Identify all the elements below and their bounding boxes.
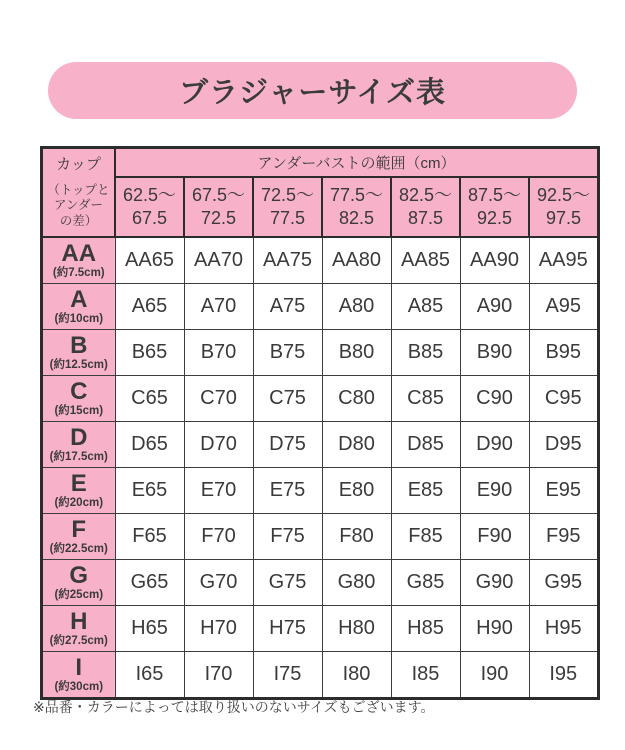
size-cell-D85: D85 [391, 422, 460, 468]
size-cell-H85: H85 [391, 606, 460, 652]
size-row-H [42, 606, 599, 652]
title-banner [48, 62, 577, 119]
size-cell-H95: H95 [529, 606, 599, 652]
size-cell-G75: G75 [253, 560, 322, 606]
availability-footnote: ※品番・カラーによっては取り扱いのないサイズもございます。 [33, 699, 435, 715]
size-cell-I90: I90 [460, 652, 529, 699]
size-cell-I95: I95 [529, 652, 599, 699]
size-cell-A95: A95 [529, 284, 599, 330]
underbust-range-col-4: 82.5～ 87.5 [391, 177, 460, 237]
size-cell-C95: C95 [529, 376, 599, 422]
size-cell-E95: E95 [529, 468, 599, 514]
size-cell-AA70: AA70 [184, 237, 253, 284]
size-table-head [42, 148, 599, 238]
size-cell-A90: A90 [460, 284, 529, 330]
size-cell-B75: B75 [253, 330, 322, 376]
underbust-range-header: アンダーバストの範囲（cm） [115, 148, 599, 178]
size-cell-G90: G90 [460, 560, 529, 606]
size-row-D [42, 422, 599, 468]
size-cell-H80: H80 [322, 606, 391, 652]
size-cell-I65: I65 [115, 652, 184, 699]
size-cell-AA80: AA80 [322, 237, 391, 284]
size-cell-C80: C80 [322, 376, 391, 422]
size-cell-AA90: AA90 [460, 237, 529, 284]
cup-column-header [42, 148, 116, 238]
size-row-AA [42, 237, 599, 284]
size-cell-A65: A65 [115, 284, 184, 330]
size-cell-B90: B90 [460, 330, 529, 376]
cup-header-I: I (約30cm) [42, 652, 116, 699]
size-cell-AA95: AA95 [529, 237, 599, 284]
size-cell-E65: E65 [115, 468, 184, 514]
size-cell-E80: E80 [322, 468, 391, 514]
size-cell-F80: F80 [322, 514, 391, 560]
size-cell-B70: B70 [184, 330, 253, 376]
size-cell-D65: D65 [115, 422, 184, 468]
size-row-G [42, 560, 599, 606]
size-cell-H65: H65 [115, 606, 184, 652]
size-cell-H75: H75 [253, 606, 322, 652]
size-cell-A70: A70 [184, 284, 253, 330]
size-cell-F95: F95 [529, 514, 599, 560]
cup-header-H: H (約27.5cm) [42, 606, 116, 652]
cup-header-AA: AA (約7.5cm) [42, 237, 116, 284]
size-cell-C75: C75 [253, 376, 322, 422]
size-cell-C90: C90 [460, 376, 529, 422]
size-row-F [42, 514, 599, 560]
size-cell-E70: E70 [184, 468, 253, 514]
size-cell-C85: C85 [391, 376, 460, 422]
cup-header-B: B (約12.5cm) [42, 330, 116, 376]
cup-header-G: G (約25cm) [42, 560, 116, 606]
size-cell-B95: B95 [529, 330, 599, 376]
underbust-header-row [42, 148, 599, 178]
size-cell-E75: E75 [253, 468, 322, 514]
underbust-range-col-2: 72.5～ 77.5 [253, 177, 322, 237]
underbust-range-col-6: 92.5～ 97.5 [529, 177, 599, 237]
size-row-E [42, 468, 599, 514]
size-cell-F85: F85 [391, 514, 460, 560]
size-cell-G95: G95 [529, 560, 599, 606]
underbust-range-col-5: 87.5～ 92.5 [460, 177, 529, 237]
size-cell-I80: I80 [322, 652, 391, 699]
cup-sublabel: （トップと アンダー の差） [47, 182, 110, 228]
size-cell-A80: A80 [322, 284, 391, 330]
size-cell-F70: F70 [184, 514, 253, 560]
size-cell-I70: I70 [184, 652, 253, 699]
size-cell-I85: I85 [391, 652, 460, 699]
cup-header-C: C (約15cm) [42, 376, 116, 422]
size-cell-C70: C70 [184, 376, 253, 422]
cup-header-F: F (約22.5cm) [42, 514, 116, 560]
size-row-A [42, 284, 599, 330]
size-cell-F75: F75 [253, 514, 322, 560]
cup-header-E: E (約20cm) [42, 468, 116, 514]
cup-header-A: A (約10cm) [42, 284, 116, 330]
size-cell-B65: B65 [115, 330, 184, 376]
size-cell-A85: A85 [391, 284, 460, 330]
bra-size-table [40, 146, 600, 700]
size-cell-G65: G65 [115, 560, 184, 606]
size-cell-D95: D95 [529, 422, 599, 468]
size-cell-E90: E90 [460, 468, 529, 514]
size-cell-D70: D70 [184, 422, 253, 468]
underbust-range-col-0: 62.5～ 67.5 [115, 177, 184, 237]
size-cell-B85: B85 [391, 330, 460, 376]
size-cell-F65: F65 [115, 514, 184, 560]
size-row-I [42, 652, 599, 699]
page-title: ブラジャーサイズ表 [178, 77, 447, 109]
size-cell-AA75: AA75 [253, 237, 322, 284]
size-cell-G85: G85 [391, 560, 460, 606]
size-cell-A75: A75 [253, 284, 322, 330]
size-cell-F90: F90 [460, 514, 529, 560]
range-header-row [42, 177, 599, 237]
size-cell-H90: H90 [460, 606, 529, 652]
cup-label: カップ [56, 155, 101, 173]
size-cell-H70: H70 [184, 606, 253, 652]
size-cell-D80: D80 [322, 422, 391, 468]
size-table-body [42, 237, 599, 699]
underbust-range-col-1: 67.5～ 72.5 [184, 177, 253, 237]
cup-header-D: D (約17.5cm) [42, 422, 116, 468]
underbust-range-col-3: 77.5～ 82.5 [322, 177, 391, 237]
size-row-C [42, 376, 599, 422]
size-cell-AA85: AA85 [391, 237, 460, 284]
size-cell-D75: D75 [253, 422, 322, 468]
size-cell-AA65: AA65 [115, 237, 184, 284]
size-cell-C65: C65 [115, 376, 184, 422]
size-cell-D90: D90 [460, 422, 529, 468]
size-cell-G70: G70 [184, 560, 253, 606]
size-cell-I75: I75 [253, 652, 322, 699]
size-cell-E85: E85 [391, 468, 460, 514]
size-row-B [42, 330, 599, 376]
size-cell-B80: B80 [322, 330, 391, 376]
size-cell-G80: G80 [322, 560, 391, 606]
